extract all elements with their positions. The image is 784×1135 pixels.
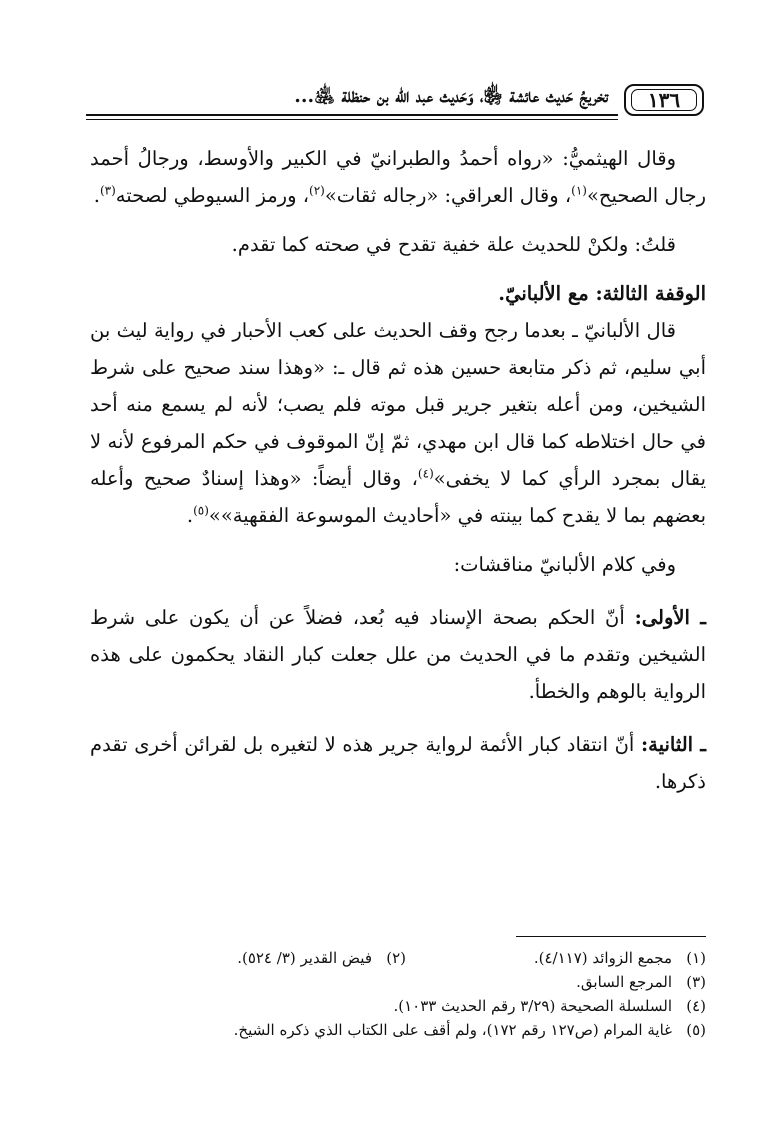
text-run: أنّ انتقاد كبار الأئمة لرواية جرير هذه لا لتغيره بل لقرائن أخرى تقدم ذكرها. [90,733,706,793]
footnote-text: المرجع السابق. [576,973,672,991]
footnote-ref-5[interactable]: (٥) [193,503,209,518]
footnote-text: فيض القدير (٣/ ٥٢٤). [237,949,372,967]
point-label-second: ـ الثانية: [640,733,706,756]
text-run: . [93,184,100,207]
footnote-number: (٣) [686,973,706,991]
footnote-ref-4[interactable]: (٤) [417,466,434,481]
point-first [90,599,706,710]
point-label-first: ـ الأولى: [634,606,706,629]
footnote-2 [237,946,406,970]
footnote-text: مجمع الزوائد (٤/١١٧). [533,949,672,967]
footnote-number: (٥) [686,1021,706,1039]
page-header [86,80,704,126]
footnote-number: (١) [686,949,706,967]
paragraph-discussions: وفي كلام الألبانيّ مناقشات: [453,553,676,576]
text-run: وقال الهيثميُّ: «رواه أحمدُ والطبرانيّ في الكبير والأوسط، ورجالُ أحمد رجال الصحيح» [90,147,706,207]
footnote-number: (٤) [686,997,706,1015]
text-run: أنّ الحكم بصحة الإسناد فيه بُعد، فضلاً عن أن يكون على شرط الشيخين وتقدم ما في الحديث من علل جعلت كبار النقاد يحكمون على هذه الرواية بالوهم والخطأ. [90,606,706,703]
footnote-3 [86,970,706,994]
footnote-row [86,946,706,970]
footnote-5 [86,1018,706,1042]
footnote-number: (٢) [386,949,406,967]
paragraph-haythami [90,140,706,214]
section-heading: الوقفة الثالثة: مع الألبانيّ. [498,282,706,305]
text-run: قال الألبانيّ ـ بعدما رجح وقف الحديث على كعب الأحبار في رواية ليث بن أبي سليم، ثم ذكر متابعة حسين هذه ثم قال ـ: «وهذا سند صحيح على شرط الشيخين، ومن أعله بتغير جرير قبل موته فلم يصب؛ لأنه لم يسمع منه أحد في حال اختلاطه كما قال ابن مهدي، ثمّ إنّ الموقوف في حكم المرفوع لأنه لا يقال بمجرد الرأي كما لا يخفى» [90,319,706,490]
footnote-4 [86,994,706,1018]
text-run: ، وقال أيضاً: «وهذا إسنادٌ صحيح وأعله بعضهم بما لا يقدح كما بينته في «أحاديث الموسوعة الفقهية»» [90,467,706,527]
main-text [90,140,706,800]
footnote-ref-3[interactable]: (٣) [99,183,116,198]
text-run: ، وقال العراقي: «رجاله ثقات» [324,184,572,207]
footnote-text: غاية المرام (ص١٢٧ رقم ١٧٢)، ولم أقف على الكتاب الذي ذكره الشيخ. [233,1021,672,1039]
footnotes [86,946,706,1042]
text-run: . [186,504,194,527]
paragraph-albani [90,312,706,534]
running-title: تخريجُ حَديث عائشة ﵂، وَحَديث عبد الله بن حنظلة ﵁... [294,85,608,107]
header-rule-thin [86,119,618,120]
text-run: ، ورمز السيوطي لصحته [115,184,309,207]
point-second [90,726,706,800]
footnote-separator [516,936,706,937]
header-rule [86,114,618,116]
paragraph-qultu: قلتُ: ولكنْ للحديث علة خفية تقدح في صحته كما تقدم. [231,233,676,256]
page-number: ١٣٦ [624,84,704,116]
footnote-ref-1[interactable]: (١) [571,183,587,198]
footnote-text: السلسلة الصحيحة (٣/٢٩ رقم الحديث ١٠٣٣). [393,997,672,1015]
footnote-1 [406,946,706,970]
footnote-ref-2[interactable]: (٢) [309,183,325,198]
